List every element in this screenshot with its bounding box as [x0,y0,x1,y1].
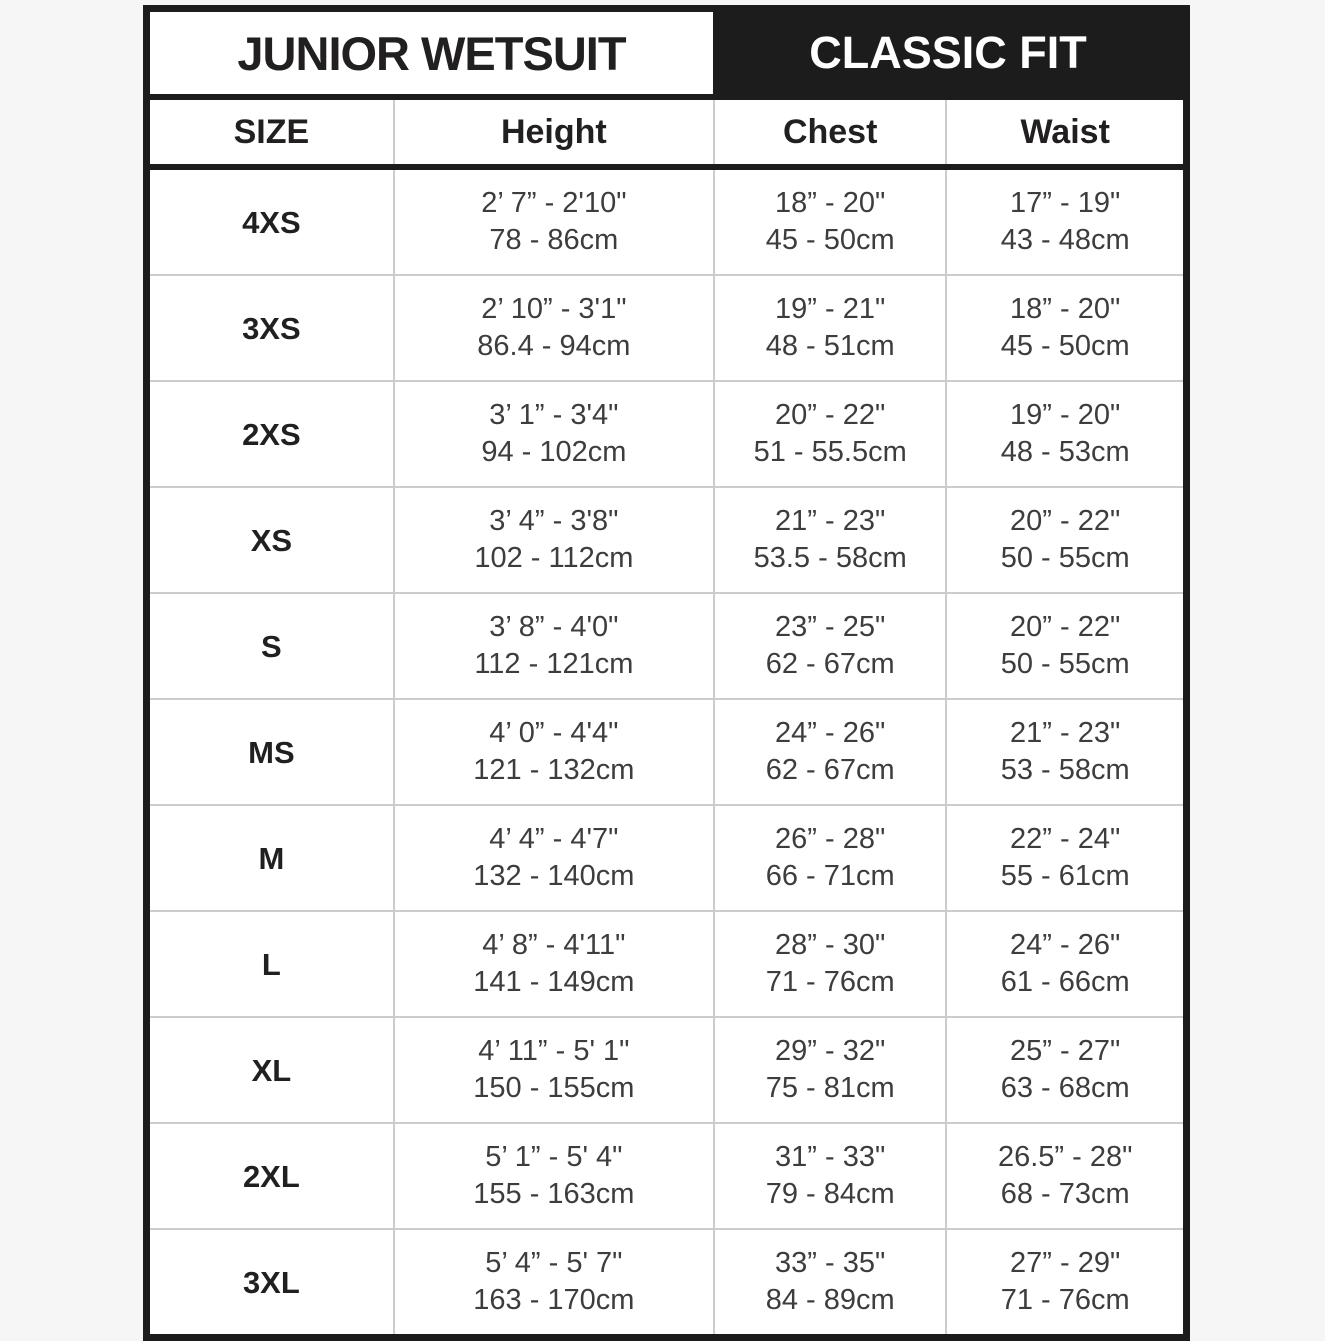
height-value [393,700,713,804]
waist-metric: 61 - 66cm [1000,966,1130,998]
table-row [150,910,1183,1016]
height-value [393,382,713,486]
waist-value [945,700,1183,804]
height-value [393,488,713,592]
chest-imperial: 26” - 28" [775,823,886,855]
table-row [150,1016,1183,1122]
title-bar [150,12,1183,100]
chest-imperial: 20” - 22" [775,399,886,431]
waist-value [945,382,1183,486]
waist-metric: 50 - 55cm [1000,542,1130,574]
height-value [393,1018,713,1122]
chest-value [713,1018,945,1122]
chest-value [713,806,945,910]
chest-metric: 66 - 71cm [765,860,895,892]
chest-metric: 75 - 81cm [765,1072,895,1104]
waist-imperial: 22” - 24" [1010,823,1121,855]
chest-value [713,912,945,1016]
waist-metric: 45 - 50cm [1000,330,1130,362]
height-value [393,276,713,380]
chest-imperial: 21” - 23" [775,505,886,537]
chest-value [713,1124,945,1228]
size-value: XL [251,1052,292,1088]
height-value [393,170,713,274]
size-value: 4XS [242,204,301,240]
chart-title: JUNIOR WETSUIT [150,12,713,94]
chest-value [713,382,945,486]
chest-metric: 51 - 55.5cm [753,436,907,468]
waist-imperial: 21” - 23" [1010,717,1121,749]
height-metric: 86.4 - 94cm [477,330,631,362]
waist-imperial: 20” - 22" [1010,505,1121,537]
chest-imperial: 24” - 26" [775,717,886,749]
height-imperial: 4’ 11” - 5' 1" [478,1035,630,1067]
waist-value [945,488,1183,592]
chest-imperial: 28” - 30" [775,929,886,961]
chest-value [713,594,945,698]
waist-value [945,806,1183,910]
chest-metric: 71 - 76cm [765,966,895,998]
size-value: 2XL [242,1158,300,1194]
size-value: 2XS [242,416,301,452]
waist-metric: 43 - 48cm [1000,224,1130,256]
size-value: 3XS [242,310,301,346]
column-header-chest: Chest [713,100,945,164]
size-value: 3XL [242,1264,300,1300]
waist-value [945,594,1183,698]
size-value: MS [248,734,295,770]
height-metric: 94 - 102cm [481,436,627,468]
waist-imperial: 26.5” - 28" [997,1141,1133,1173]
table-row [150,698,1183,804]
height-metric: 102 - 112cm [474,542,634,574]
table-row [150,486,1183,592]
height-metric: 121 - 132cm [473,754,635,786]
table-row [150,1228,1183,1334]
chest-imperial: 33” - 35" [775,1247,886,1279]
waist-value [945,1230,1183,1334]
waist-metric: 71 - 76cm [1000,1284,1130,1316]
chest-value [713,170,945,274]
height-imperial: 3’ 1” - 3'4" [489,399,619,431]
height-imperial: 2’ 10” - 3'1" [481,293,627,325]
column-header-height: Height [393,100,713,164]
size-value: L [261,946,281,982]
height-value [393,806,713,910]
size-chart [143,5,1190,1341]
chest-value [713,488,945,592]
height-value [393,1124,713,1228]
waist-metric: 55 - 61cm [1000,860,1130,892]
waist-value [945,276,1183,380]
height-metric: 141 - 149cm [473,966,635,998]
chest-metric: 84 - 89cm [765,1284,895,1316]
waist-imperial: 17” - 19" [1010,187,1121,219]
chart-subtitle: CLASSIC FIT [713,12,1183,94]
chest-metric: 79 - 84cm [765,1178,895,1210]
height-metric: 132 - 140cm [473,860,635,892]
waist-value [945,1018,1183,1122]
waist-metric: 63 - 68cm [1000,1072,1130,1104]
height-metric: 78 - 86cm [489,224,619,256]
waist-metric: 50 - 55cm [1000,648,1130,680]
table-row [150,380,1183,486]
chest-value [713,700,945,804]
chest-value [713,1230,945,1334]
height-imperial: 2’ 7” - 2'10" [481,187,627,219]
chest-metric: 53.5 - 58cm [753,542,907,574]
column-header-waist: Waist [945,100,1183,164]
waist-imperial: 25” - 27" [1010,1035,1121,1067]
waist-imperial: 19” - 20" [1010,399,1121,431]
waist-metric: 53 - 58cm [1000,754,1130,786]
chest-imperial: 19” - 21" [775,293,886,325]
waist-imperial: 27” - 29" [1010,1247,1121,1279]
chest-imperial: 29” - 32" [775,1035,886,1067]
table-row [150,592,1183,698]
chest-imperial: 18” - 20" [775,187,886,219]
size-value: XS [250,522,293,558]
table-row [150,804,1183,910]
waist-metric: 68 - 73cm [1000,1178,1130,1210]
chest-metric: 45 - 50cm [765,224,895,256]
height-metric: 163 - 170cm [473,1284,635,1316]
waist-metric: 48 - 53cm [1000,436,1130,468]
size-value: M [258,840,285,876]
chest-metric: 48 - 51cm [765,330,895,362]
table-row [150,170,1183,274]
chest-imperial: 23” - 25" [775,611,886,643]
height-value [393,594,713,698]
chest-metric: 62 - 67cm [765,648,895,680]
waist-imperial: 18” - 20" [1010,293,1121,325]
column-header-size: SIZE [233,112,310,151]
waist-imperial: 24” - 26" [1010,929,1121,961]
size-value: S [261,628,282,664]
height-imperial: 4’ 0” - 4'4" [489,717,619,749]
height-imperial: 5’ 4” - 5' 7" [485,1247,623,1279]
waist-value [945,1124,1183,1228]
waist-imperial: 20” - 22" [1010,611,1121,643]
height-imperial: 5’ 1” - 5' 4" [485,1141,623,1173]
height-metric: 112 - 121cm [474,648,634,680]
waist-value [945,170,1183,274]
height-imperial: 3’ 4” - 3'8" [489,505,619,537]
table-header [150,100,1183,170]
height-value [393,912,713,1016]
chest-metric: 62 - 67cm [765,754,895,786]
height-value [393,1230,713,1334]
table-row [150,274,1183,380]
chest-imperial: 31” - 33" [775,1141,886,1173]
height-metric: 155 - 163cm [473,1178,635,1210]
height-metric: 150 - 155cm [473,1072,635,1104]
height-imperial: 4’ 8” - 4'11" [482,929,626,961]
height-imperial: 3’ 8” - 4'0" [489,611,619,643]
waist-value [945,912,1183,1016]
table-row [150,1122,1183,1228]
chest-value [713,276,945,380]
height-imperial: 4’ 4” - 4'7" [489,823,619,855]
